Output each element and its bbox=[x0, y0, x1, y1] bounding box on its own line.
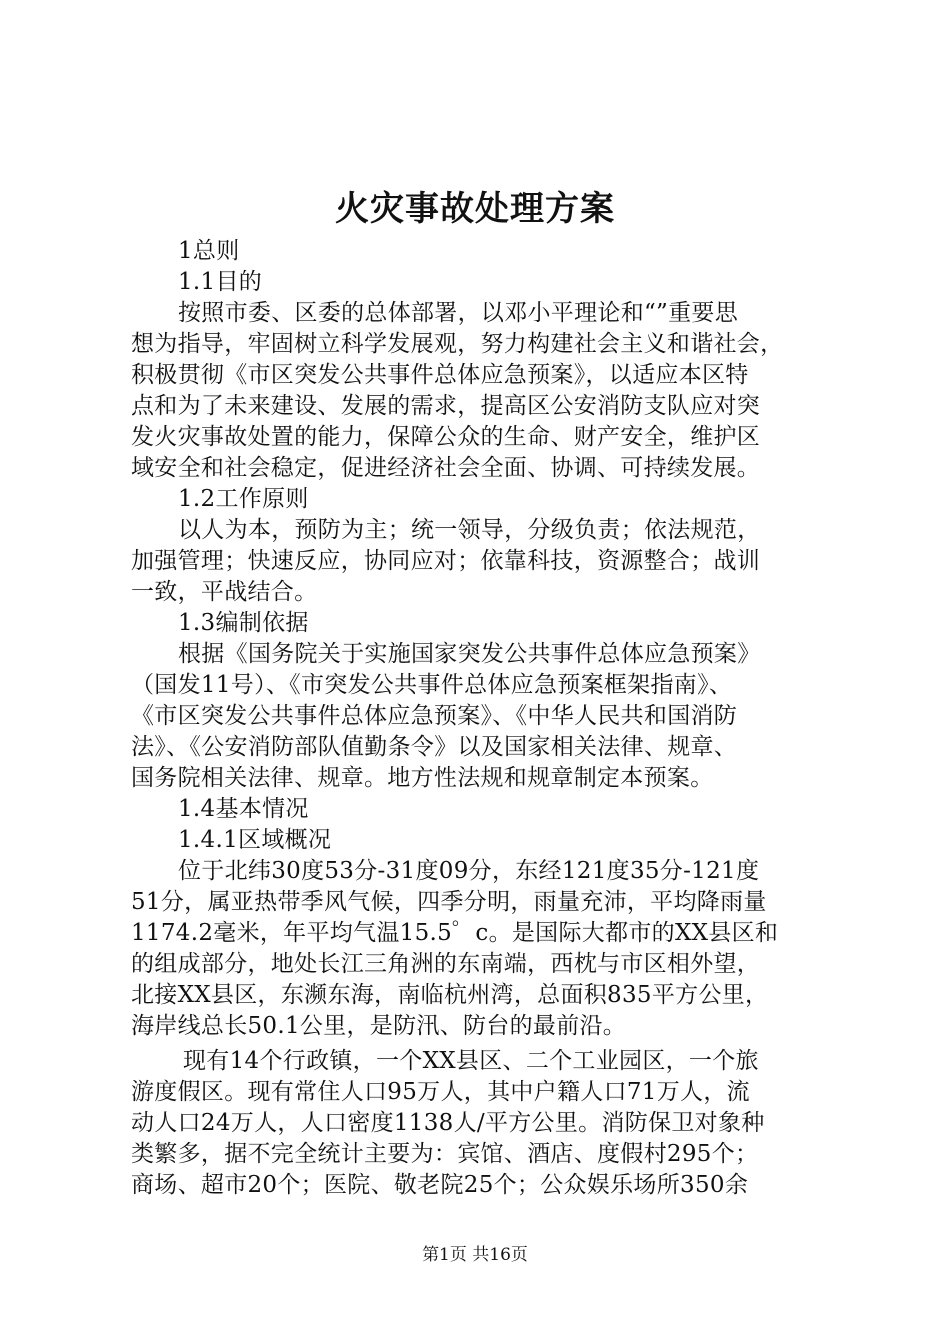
document-title: 火灾事故处理方案 bbox=[335, 189, 615, 229]
paragraph-line: 类繁多，据不完全统计主要为：宾馆、酒店、度假村295个； bbox=[131, 1141, 759, 1167]
paragraph-line: 动人口24万人，人口密度1138人/平方公里。消防保卫对象种 bbox=[131, 1110, 765, 1136]
paragraph-line: 以人为本，预防为主；统一领导，分级负责；依法规范， bbox=[178, 517, 761, 543]
paragraph-line: 想为指导，牢固树立科学发展观，努力构建社会主义和谐社会， bbox=[131, 331, 784, 357]
paragraph-line: 海岸线总长50.1公里，是防汛、防台的最前沿。 bbox=[131, 1013, 627, 1039]
paragraph-line: 《市区突发公共事件总体应急预案》、《中华人民共和国消防 bbox=[131, 703, 738, 729]
paragraph-line: 法》、《公安消防部队值勤条令》以及国家相关法律、规章、 bbox=[131, 734, 738, 760]
paragraph-line: 加强管理；快速反应，协同应对；依靠科技，资源整合；战训 bbox=[131, 548, 761, 574]
paragraph-line: 游度假区。现有常住人口95万人，其中户籍人口71万人，流 bbox=[131, 1079, 750, 1105]
paragraph-line: 发火灾事故处置的能力，保障公众的生命、财产安全，维护区 bbox=[131, 424, 761, 450]
paragraph-line: 一致，平战结合。 bbox=[131, 579, 318, 605]
heading-purpose: 1.1目的 bbox=[178, 269, 263, 295]
paragraph-line: 1174.2毫米，年平均气温15.5゜c。是国际大都市的XX县区和 bbox=[131, 920, 779, 946]
paragraph-line: 国务院相关法律、规章。地方性法规和规章制定本预案。 bbox=[131, 765, 714, 791]
paragraph-line: 商场、超市20个；医院、敬老院25个；公众娱乐场所350余 bbox=[131, 1172, 749, 1198]
page-footer: 第1页 共16页 bbox=[422, 1245, 528, 1265]
heading-general: 1总则 bbox=[178, 238, 240, 264]
paragraph-line: 积极贯彻《市区突发公共事件总体应急预案》，以适应本区特 bbox=[131, 362, 749, 388]
heading-basic-info: 1.4基本情况 bbox=[178, 796, 309, 822]
paragraph-line: 的组成部分，地处长江三角洲的东南端，西枕与市区相外望， bbox=[131, 951, 761, 977]
heading-basis: 1.3编制依据 bbox=[178, 610, 309, 636]
paragraph-line: 北接XX县区，东濒东海，南临杭州湾，总面积835平方公里， bbox=[131, 982, 769, 1008]
paragraph-line: （国发11号）、《市突发公共事件总体应急预案框架指南》、 bbox=[131, 672, 733, 698]
heading-region-overview: 1.4.1区域概况 bbox=[178, 827, 332, 853]
heading-principles: 1.2工作原则 bbox=[178, 486, 309, 512]
document-body bbox=[131, 236, 836, 1201]
paragraph-line: 51分，属亚热带季风气候，四季分明，雨量充沛，平均降雨量 bbox=[131, 889, 767, 915]
paragraph-line: 位于北纬30度53分-31度09分，东经121度35分-121度 bbox=[178, 858, 760, 884]
paragraph-line: 域安全和社会稳定，促进经济社会全面、协调、可持续发展。 bbox=[131, 455, 761, 481]
paragraph-line: 按照市委、区委的总体部署，以邓小平理论和“”重要思 bbox=[178, 300, 739, 326]
paragraph-line: 根据《国务院关于实施国家突发公共事件总体应急预案》 bbox=[178, 641, 761, 667]
paragraph-line: 现有14个行政镇，一个XX县区、二个工业园区，一个旅 bbox=[183, 1048, 759, 1074]
paragraph-line: 点和为了未来建设、发展的需求，提高区公安消防支队应对突 bbox=[131, 393, 761, 419]
